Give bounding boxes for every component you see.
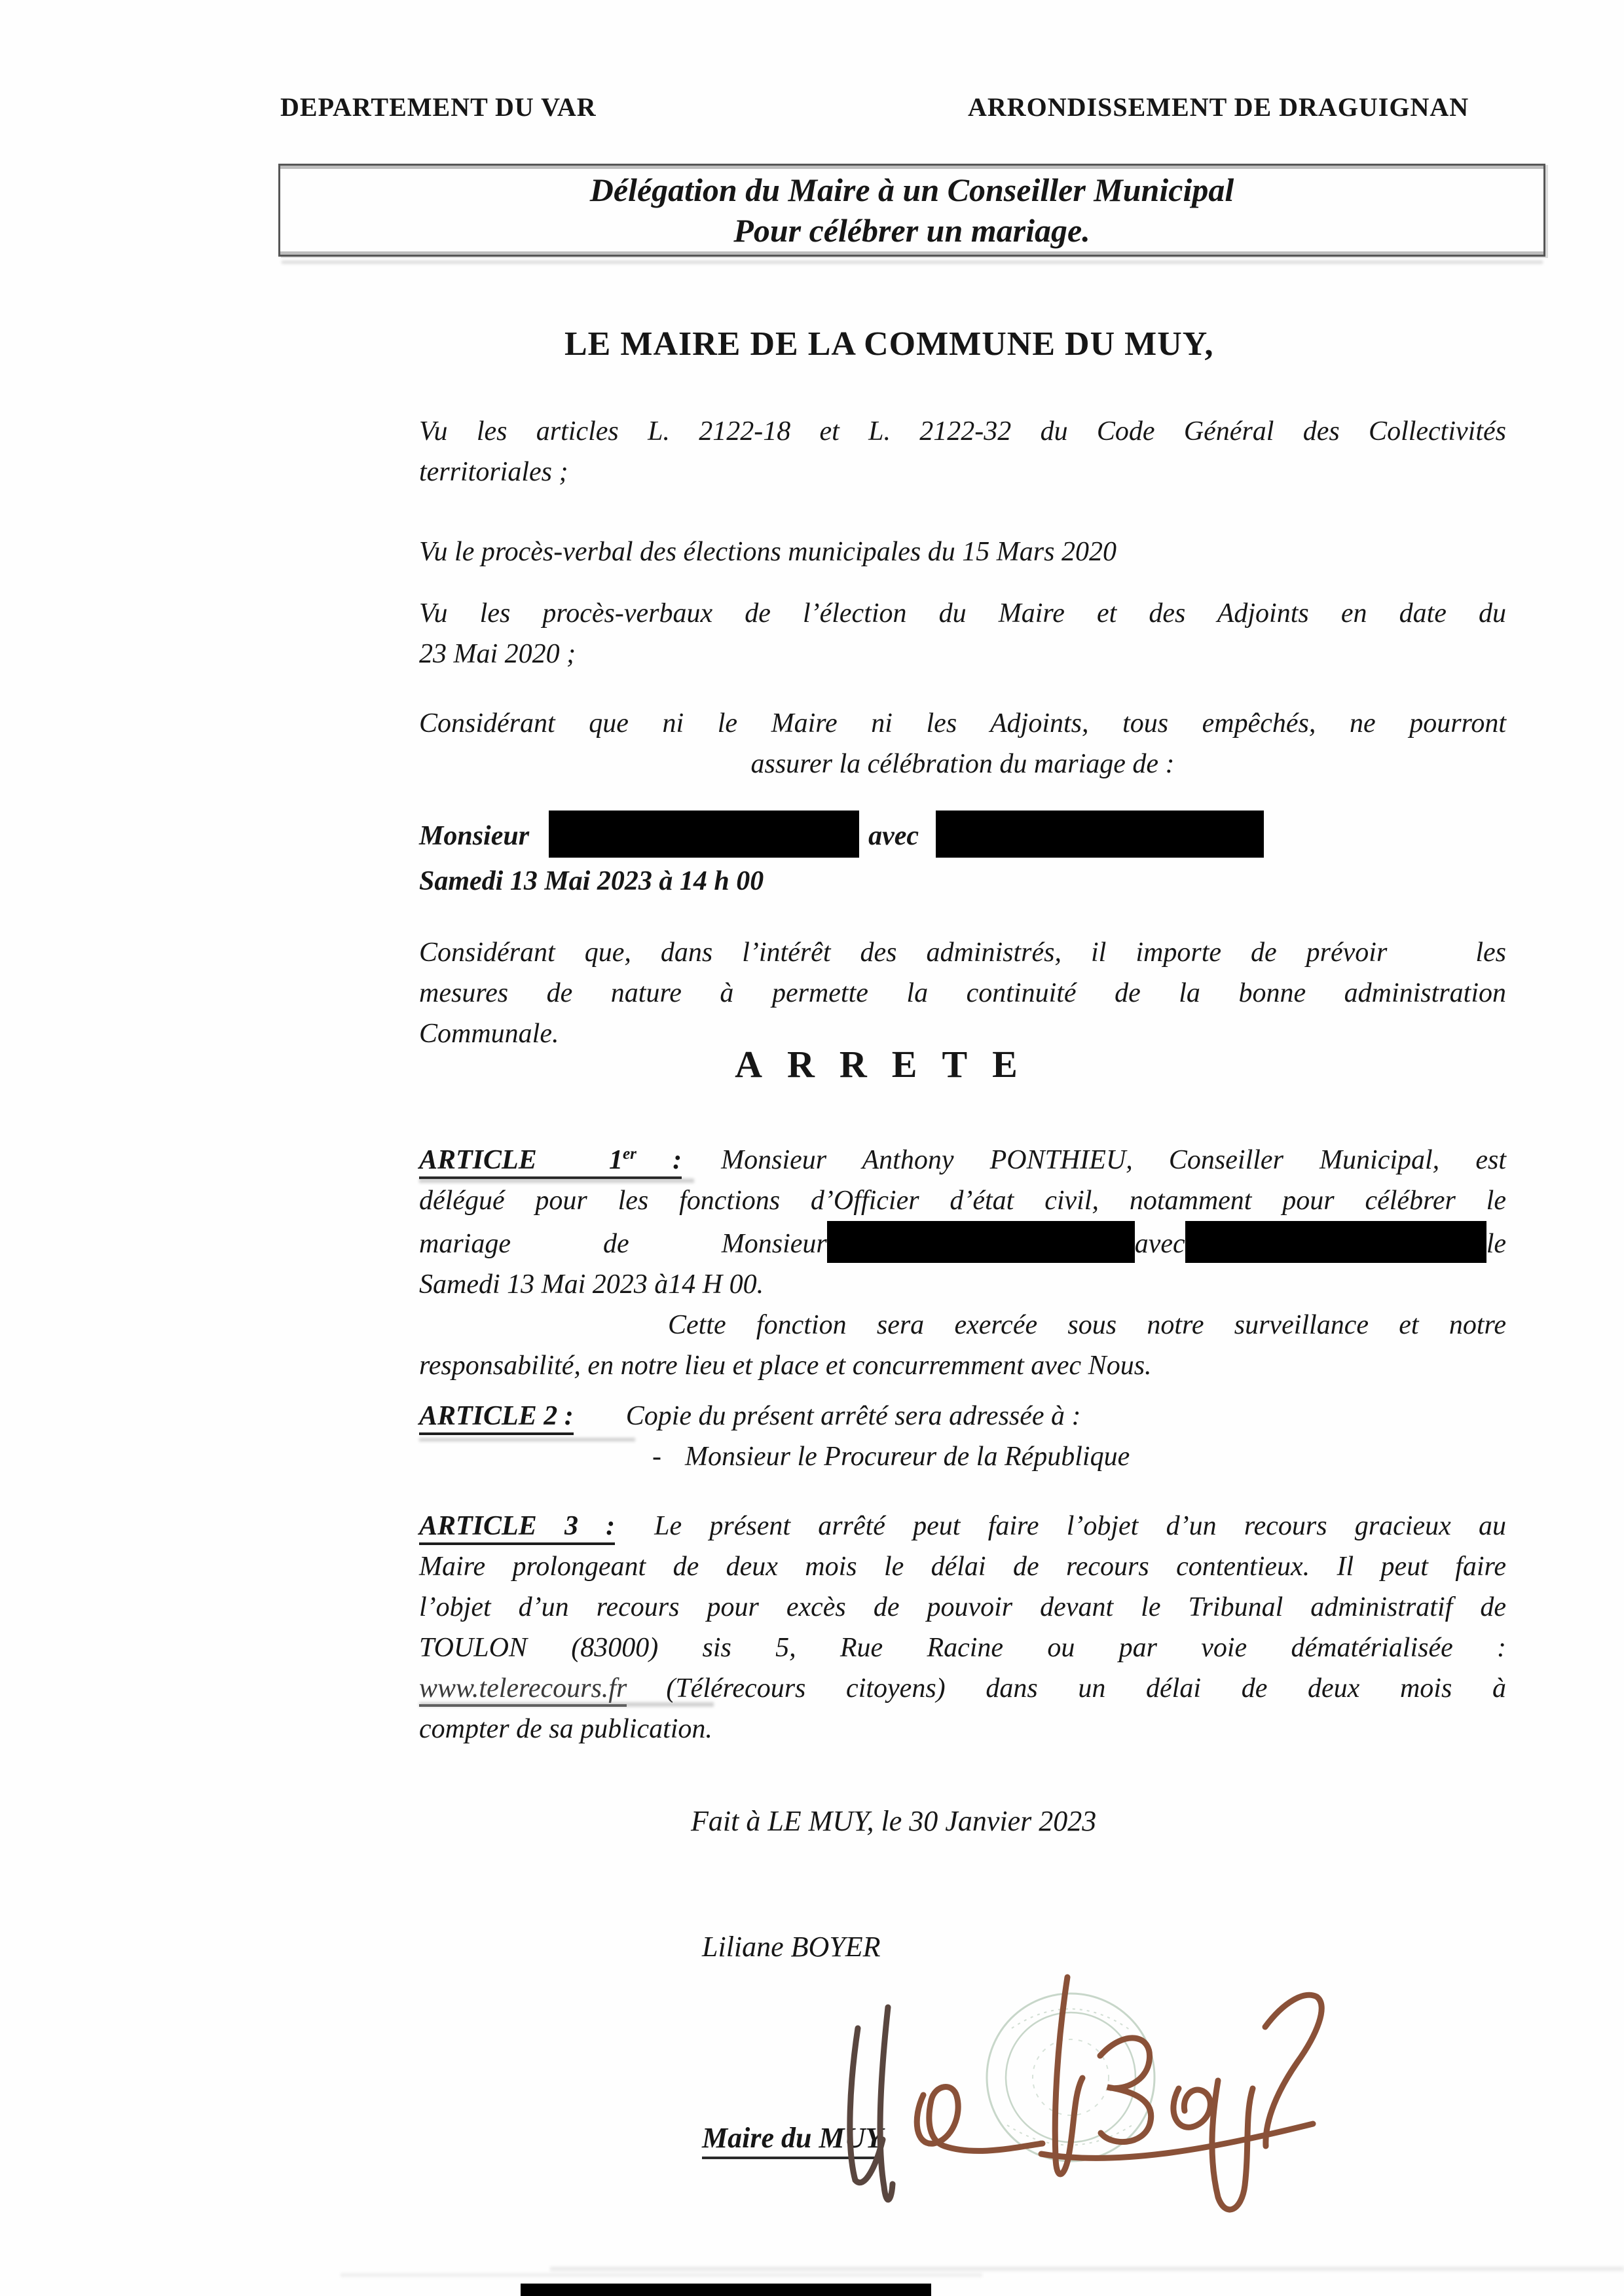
telerecours-link: www.telerecours.fr [419, 1673, 627, 1707]
article-1-label: ARTICLE 1er : [419, 1145, 682, 1179]
text-line [419, 1506, 1506, 1546]
text-line: Vu le procès-verbal des élections municipales du 15 Mars 2020 [419, 537, 1116, 567]
paragraph-vu-articles [419, 411, 1506, 492]
article-3-text: (Télérecours citoyens) dans un délai de deux mois à [666, 1673, 1506, 1704]
scan-streak [341, 2273, 982, 2277]
paragraph-considerant-interet [419, 932, 1506, 1054]
text-line: territoriales ; [419, 457, 568, 487]
title-line-1: Délégation du Maire à un Conseiller Municipal [589, 172, 1234, 208]
text-line: Communale. [419, 1019, 559, 1049]
text-line: Maire prolongeant de deux mois le délai de recours contentieux. Il peut faire [419, 1552, 1506, 1582]
scan-streak [282, 261, 1543, 264]
department-header: DEPARTEMENT DU VAR [280, 92, 597, 122]
marriage-date-line: Samedi 13 Mai 2023 à 14 h 00 [419, 866, 764, 896]
text-line: responsabilité, en notre lieu et place et concurremment avec Nous. [419, 1351, 1152, 1381]
marriage-parties-line [419, 811, 1506, 902]
text-line: Samedi 13 Mai 2023 à14 H 00. [419, 1269, 764, 1300]
text-line: délégué pour les fonctions d’Officier d’état civil, notamment pour célébrer le [419, 1186, 1506, 1216]
arrete-heading: ARRETE [735, 1043, 1043, 1085]
text-line [419, 811, 1506, 861]
signature-strokes [850, 1977, 1321, 2210]
title-box [278, 164, 1545, 257]
avec-label: avec [868, 821, 919, 851]
article-2-text: Copie du présent arrêté sera adressée à : [625, 1401, 1081, 1431]
text-line: Vu les articles L. 2122-18 et L. 2122-32 du Code Général des Collectivités [419, 416, 1506, 446]
signature-image [760, 1950, 1336, 2225]
avec-label: avec [1134, 1229, 1185, 1259]
text-line: 23 Mai 2020 ; [419, 639, 576, 669]
article-2-label: ARTICLE 2 : [419, 1401, 574, 1435]
text-line: TOULON (83000) sis 5, Rue Racine ou par voie dématérialisée : [419, 1633, 1506, 1663]
article-3-label: ARTICLE 3 : [419, 1511, 615, 1545]
text-line: Considérant que ni le Maire ni les Adjoints, tous empêchés, ne pourront [419, 708, 1506, 738]
paragraph-considerant-empeches [419, 703, 1506, 784]
article-1-text: le [1486, 1229, 1506, 1259]
text-line [419, 1436, 1506, 1477]
text-line [419, 1396, 1506, 1436]
text-line: mesures de nature à permette la continuité de la bonne administration [419, 978, 1506, 1008]
redaction-bar [936, 811, 1264, 858]
article-1 [419, 1134, 1506, 1386]
scan-streak [550, 2267, 1624, 2271]
text-line: Considérant que, dans l’intérêt des administrés, il importe de prévoir les [419, 938, 1506, 968]
mayor-heading: LE MAIRE DE LA COMMUNE DU MUY, [564, 325, 1214, 363]
article-2 [419, 1396, 1506, 1477]
text-line [419, 1134, 1506, 1180]
article-1-text: Monsieur Anthony PONTHIEU, Conseiller Municipal, est [721, 1145, 1506, 1175]
text-line: Vu les procès-verbaux de l’élection du Maire et des Adjoints en date du [419, 598, 1506, 629]
scan-streak [419, 1178, 694, 1183]
signatory-name: Liliane BOYER [702, 1931, 881, 1963]
article-2-text: Monsieur le Procureur de la République [685, 1442, 1130, 1472]
text-line: Cette fonction sera exercée sous notre surveillance et notre [668, 1310, 1506, 1340]
paragraph-vu-proces-verbaux [419, 593, 1506, 674]
article-3-text: Le présent arrêté peut faire l’objet d’un recours gracieux au [654, 1511, 1506, 1541]
scan-artifact-bar [521, 2284, 931, 2296]
text-line [419, 1221, 1506, 1264]
signatory-title: Maire du MUY [702, 2121, 883, 2159]
scan-streak [419, 1438, 635, 1442]
scan-streak [419, 1702, 714, 1707]
arrondissement-header: ARRONDISSEMENT DE DRAGUIGNAN [968, 92, 1469, 122]
redaction-bar [549, 811, 859, 858]
article-1-text: mariage de Monsieur [419, 1229, 827, 1259]
paragraph-vu-proces-verbal [419, 532, 1506, 572]
text-line: compter de sa publication. [419, 1714, 712, 1744]
list-dash: - [652, 1442, 661, 1472]
monsieur-label: Monsieur [419, 821, 530, 851]
text-line: l’objet d’un recours pour excès de pouvoir devant le Tribunal administratif de [419, 1592, 1506, 1622]
place-date-line: Fait à LE MUY, le 30 Janvier 2023 [691, 1805, 1097, 1837]
article-3 [419, 1506, 1506, 1749]
text-line: assurer la célébration du mariage de : [750, 749, 1175, 779]
redaction-bar [827, 1221, 1135, 1263]
redaction-bar [1185, 1221, 1486, 1263]
title-line-2: Pour célébrer un mariage. [733, 212, 1090, 249]
